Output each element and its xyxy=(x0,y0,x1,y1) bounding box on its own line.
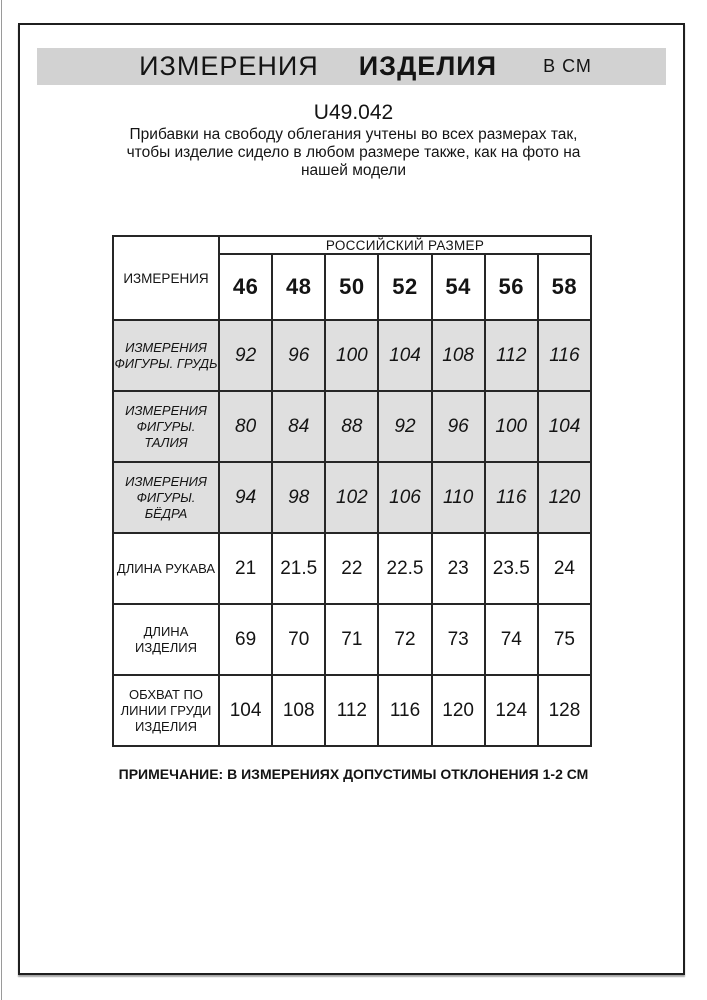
value-cell: 80 xyxy=(219,391,272,462)
value-cell: 104 xyxy=(378,320,431,391)
value-cell: 21.5 xyxy=(272,533,325,604)
value-cell: 23.5 xyxy=(485,533,538,604)
value-cell: 21 xyxy=(219,533,272,604)
value-cell: 92 xyxy=(378,391,431,462)
value-cell: 102 xyxy=(325,462,378,533)
row-label-cell: ИЗМЕРЕНИЯ ФИГУРЫ. ТАЛИЯ xyxy=(113,391,219,462)
value-cell: 22 xyxy=(325,533,378,604)
value-cell: 71 xyxy=(325,604,378,675)
row-label-cell: ИЗМЕРЕНИЯ ФИГУРЫ. БЁДРА xyxy=(113,462,219,533)
value-cell: 108 xyxy=(272,675,325,746)
table-row xyxy=(113,675,591,746)
value-cell: 92 xyxy=(219,320,272,391)
value-cell: 104 xyxy=(538,391,591,462)
value-cell: 98 xyxy=(272,462,325,533)
size-col-header: 54 xyxy=(432,254,485,320)
group-header-cell: РОССИЙСКИЙ РАЗМЕР xyxy=(219,236,591,254)
row-label-cell: ОБХВАТ ПО ЛИНИИ ГРУДИ ИЗДЕЛИЯ xyxy=(113,675,219,746)
value-cell: 72 xyxy=(378,604,431,675)
size-col-header: 50 xyxy=(325,254,378,320)
value-cell: 128 xyxy=(538,675,591,746)
size-col-header: 56 xyxy=(485,254,538,320)
value-cell: 84 xyxy=(272,391,325,462)
size-table xyxy=(112,235,592,747)
value-cell: 24 xyxy=(538,533,591,604)
row-label-cell: ДЛИНА РУКАВА xyxy=(113,533,219,604)
size-col-header: 52 xyxy=(378,254,431,320)
value-cell: 88 xyxy=(325,391,378,462)
value-cell: 110 xyxy=(432,462,485,533)
value-cell: 75 xyxy=(538,604,591,675)
table-row xyxy=(113,391,591,462)
value-cell: 124 xyxy=(485,675,538,746)
value-cell: 100 xyxy=(325,320,378,391)
value-cell: 96 xyxy=(272,320,325,391)
value-cell: 108 xyxy=(432,320,485,391)
value-cell: 96 xyxy=(432,391,485,462)
row-label-cell: ДЛИНА ИЗДЕЛИЯ xyxy=(113,604,219,675)
value-cell: 70 xyxy=(272,604,325,675)
value-cell: 104 xyxy=(219,675,272,746)
group-header-row xyxy=(113,236,591,254)
table-row xyxy=(113,533,591,604)
table-row xyxy=(113,462,591,533)
value-cell: 73 xyxy=(432,604,485,675)
value-cell: 116 xyxy=(485,462,538,533)
title-unit-label: В СМ xyxy=(543,56,592,76)
description-line: нашей модели xyxy=(301,162,406,179)
value-cell: 112 xyxy=(325,675,378,746)
value-cell: 100 xyxy=(485,391,538,462)
row-label-cell: ИЗМЕРЕНИЯ ФИГУРЫ. ГРУДЬ xyxy=(113,320,219,391)
value-cell: 74 xyxy=(485,604,538,675)
value-cell: 22.5 xyxy=(378,533,431,604)
description xyxy=(0,126,707,180)
size-col-header: 46 xyxy=(219,254,272,320)
value-cell: 120 xyxy=(538,462,591,533)
value-cell: 120 xyxy=(432,675,485,746)
corner-label-cell: ИЗМЕРЕНИЯ xyxy=(113,236,219,320)
table-row xyxy=(113,604,591,675)
title-product-label: ИЗДЕЛИЯ xyxy=(358,51,498,81)
table-row xyxy=(113,320,591,391)
size-col-header: 58 xyxy=(538,254,591,320)
value-cell: 116 xyxy=(378,675,431,746)
value-cell: 116 xyxy=(538,320,591,391)
value-cell: 23 xyxy=(432,533,485,604)
value-cell: 69 xyxy=(219,604,272,675)
value-cell: 112 xyxy=(485,320,538,391)
value-cell: 94 xyxy=(219,462,272,533)
size-col-header: 48 xyxy=(272,254,325,320)
description-line: Прибавки на свободу облегания учтены во всех размерах так, xyxy=(129,126,578,143)
title-band xyxy=(37,48,666,85)
title-measurements-label: ИЗМЕРЕНИЯ xyxy=(139,51,319,81)
description-line: чтобы изделие сидело в любом размере также, как на фото на xyxy=(126,144,581,161)
size-table-body xyxy=(113,320,591,746)
note: ПРИМЕЧАНИЕ: В ИЗМЕРЕНИЯХ ДОПУСТИМЫ ОТКЛОНЕНИЯ 1-2 СМ xyxy=(118,766,589,782)
article-code: U49.042 xyxy=(313,101,394,124)
value-cell: 106 xyxy=(378,462,431,533)
